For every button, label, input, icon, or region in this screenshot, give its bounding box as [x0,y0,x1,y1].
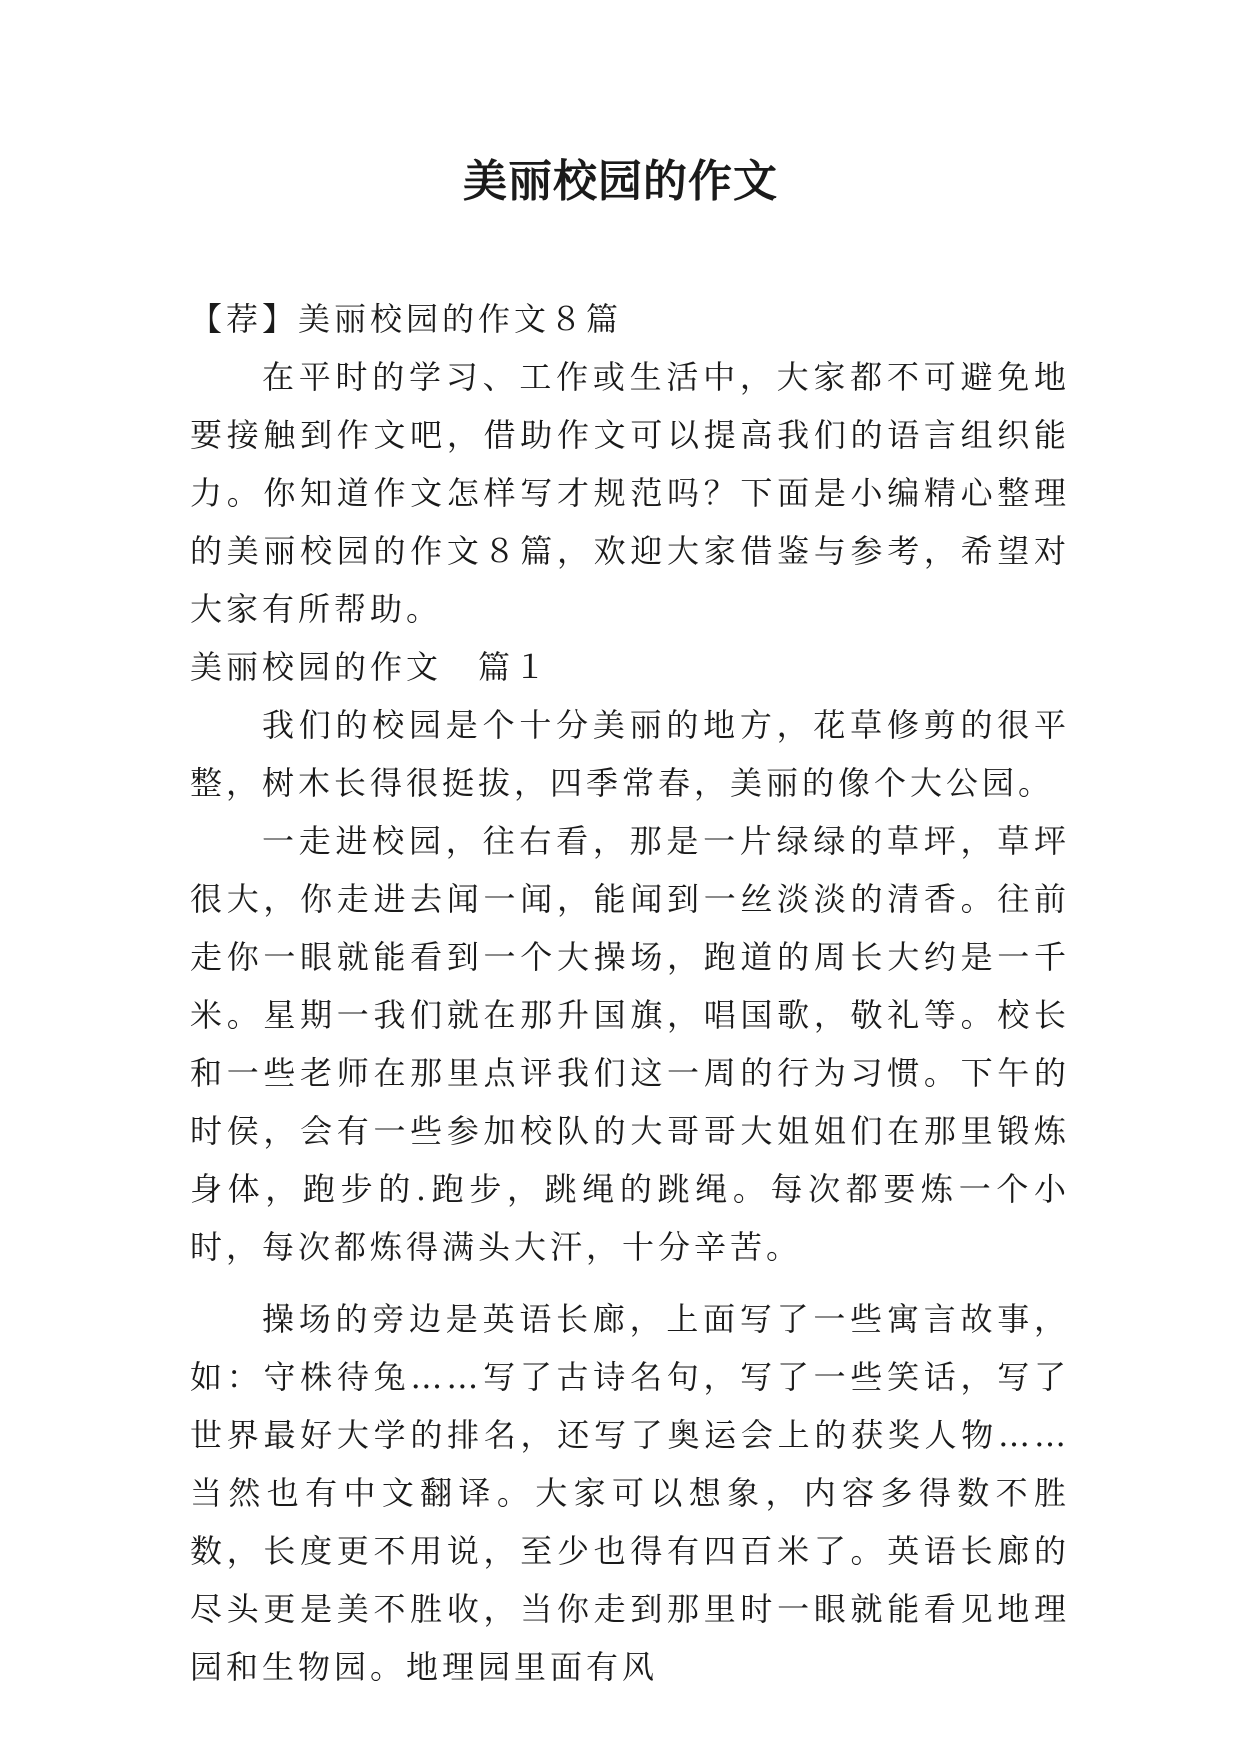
document-body [190,290,1070,1696]
document-title: 美丽校园的作文 [463,156,778,207]
body-paragraph: 一走进校园，往右看，那是一片绿绿的草坪，草坪很大，你走进去闻一闻，能闻到一丝淡淡的清香。往前走你一眼就能看到一个大操场，跑道的周长大约是一千米。星期一我们就在那升国旗，唱国歌，敬礼等。校长和一些老师在那里点评我们这一周的行为习惯。下午的时侯，会有一些参加校队的大哥哥大姐姐们在那里锻炼身体，跑步的.跑步，跳绳的跳绳。每次都要炼一个小时，每次都炼得满头大汗，十分辛苦。 [190,822,1070,1266]
section-heading: 美丽校园的作文 篇１ [190,648,551,686]
subtitle-line: 【荐】美丽校园的作文８篇 [190,300,623,338]
body-paragraph: 我们的校园是个十分美丽的地方，花草修剪的很平整，树木长得很挺拔，四季常春，美丽的像个大公园。 [190,706,1070,802]
body-paragraph: 操场的旁边是英语长廊，上面写了一些寓言故事，如：守株待兔……写了古诗名句，写了一些笑话，写了世界最好大学的排名，还写了奥运会上的获奖人物……当然也有中文翻译。大家可以想象，内容多得数不胜数，长度更不用说，至少也得有四百米了。英语长廊的尽头更是美不胜收，当你走到那里时一眼就能看见地理园和生物园。地理园里面有风 [190,1300,1070,1686]
intro-paragraph: 在平时的学习、工作或生活中，大家都不可避免地要接触到作文吧，借助作文可以提高我们的语言组织能力。你知道作文怎样写才规范吗？下面是小编精心整理的美丽校园的作文８篇，欢迎大家借鉴与参考，希望对大家有所帮助。 [190,358,1070,628]
